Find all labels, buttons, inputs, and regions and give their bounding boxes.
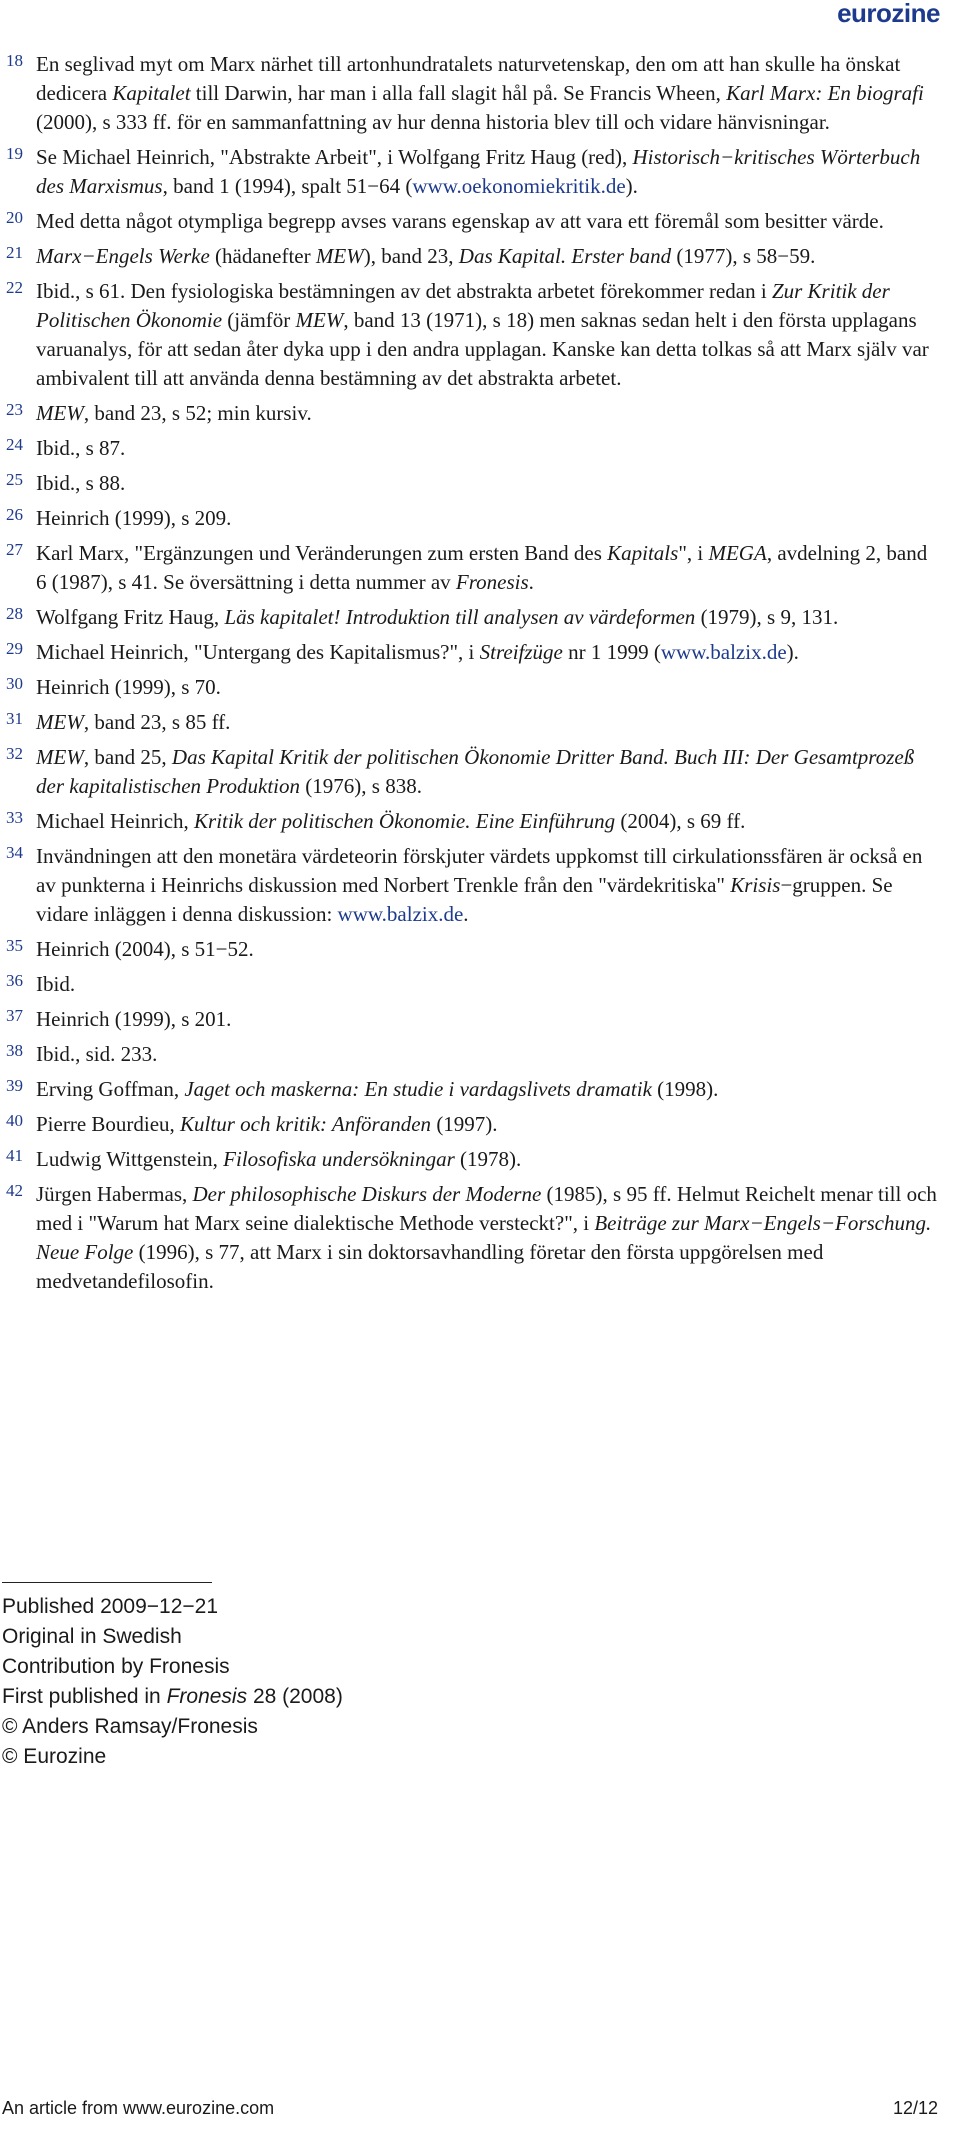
note-text: Med detta något otympliga begrepp avses varans egenskap av att vara ett föremål som besitter värde. [36, 209, 884, 233]
note-text: Heinrich (1999), s 201. [36, 1007, 232, 1031]
italic-title: Fronesis [455, 570, 529, 594]
note-text: Pierre Bourdieu, [36, 1112, 181, 1136]
endnote-number[interactable]: 23 [6, 400, 23, 419]
note-text: , band 13 (1971), s 18) men saknas sedan helt i den första upplagans varuanalys, för att sedan åter dyka upp i den andra upplagan. Kanske kan detta tolkas så att Marx själv var ambivalent till att använda denna bestämning av det abstrakta arbetet. [36, 308, 929, 390]
endnote-40 [0, 1110, 940, 1139]
note-text: ", i [678, 541, 709, 565]
endnote-number[interactable]: 25 [6, 470, 23, 489]
endnote-number[interactable]: 28 [6, 604, 23, 623]
note-text: Karl Marx, "Ergänzungen und Veränderungen zum ersten Band des [36, 541, 608, 565]
endnote-29 [0, 638, 940, 667]
note-text: till Darwin, har man i alla fall slagit hål på. Se Francis Wheen, [190, 81, 727, 105]
endnote-number[interactable]: 42 [6, 1181, 23, 1200]
note-text: , avdelning 2, band 6 (1987), s 41. Se översättning i detta nummer av [36, 541, 928, 594]
publication-info [2, 1592, 343, 1772]
endnote-number[interactable]: 19 [6, 144, 23, 163]
note-text: (1977), s 58−59. [671, 244, 816, 268]
endnote-36 [0, 970, 940, 999]
page-number: 12/12 [892, 2098, 938, 2118]
note-text: Se Michael Heinrich, "Abstrakte Arbeit", i Wolfgang Fritz Haug (red), [36, 145, 633, 169]
italic-title: Zur Kritik der Politischen Ökonomie [36, 279, 890, 332]
endnote-number[interactable]: 33 [6, 808, 23, 827]
endnote-37 [0, 1005, 940, 1034]
note-text: Heinrich (2004), s 51−52. [36, 937, 254, 961]
note-text: (1996), s 77, att Marx i sin doktorsavhandling företar den första uppgörelsen med medvetandefilosofin. [36, 1240, 824, 1293]
endnote-23 [0, 399, 940, 428]
italic-title: Kapitals [607, 541, 679, 565]
italic-title: Beiträge zur Marx−Engels−Forschung. Neue Folge [36, 1211, 932, 1264]
italic-title: Läs kapitalet! Introduktion till analysen av värdeformen [224, 605, 696, 629]
endnote-number[interactable]: 34 [6, 843, 23, 862]
note-text: (1985), s 95 ff. Helmut Reichelt menar till och med i "Warum hat Marx seine dialektische Methode versteckt?", i [36, 1182, 937, 1235]
endnote-number[interactable]: 31 [6, 709, 23, 728]
italic-title: MEGA [708, 541, 767, 565]
note-text: (hädanefter [209, 244, 316, 268]
italic-title: Der philosophische Diskurs der Moderne [192, 1182, 542, 1206]
journal-name: Fronesis [166, 1685, 248, 1708]
web-link[interactable]: www.balzix.de [660, 640, 787, 664]
copyright-eurozine: © Eurozine [2, 1745, 107, 1768]
endnote-number[interactable]: 22 [6, 278, 23, 297]
note-text: (jämför [222, 308, 296, 332]
note-text: (1978). [454, 1147, 522, 1171]
note-text: , band 1 (1994), spalt 51−64 ( [162, 174, 413, 198]
note-text: −gruppen. Se vidare inläggen i denna diskussion: [36, 873, 893, 926]
endnote-number[interactable]: 35 [6, 936, 23, 955]
endnote-number[interactable]: 29 [6, 639, 23, 658]
endnote-22 [0, 277, 940, 393]
note-text: (2000), s 333 ff. för en sammanfattning av hur denna historia blev till och vidare hänvisningar. [36, 110, 830, 134]
original-language: Original in Swedish [2, 1625, 182, 1648]
endnote-26 [0, 504, 940, 533]
note-text: (1997). [431, 1112, 498, 1136]
endnote-41 [0, 1145, 940, 1174]
note-text: ). [625, 174, 638, 198]
endnote-number[interactable]: 24 [6, 435, 23, 454]
italic-title: Jaget och maskerna: En studie i vardagslivets dramatik [184, 1077, 652, 1101]
italic-title: Das Kapital Kritik der politischen Ökonomie Dritter Band. Buch III: Der Gesamtprozeß der kapitalistischen Produktion [36, 745, 915, 798]
endnote-31 [0, 708, 940, 737]
endnote-number[interactable]: 37 [6, 1006, 23, 1025]
note-text: . [463, 902, 469, 926]
note-text: . [528, 570, 534, 594]
footer-source: An article from www.eurozine.com [2, 2098, 275, 2118]
note-text: Ludwig Wittgenstein, [36, 1147, 224, 1171]
endnote-number[interactable]: 27 [6, 540, 23, 559]
endnote-number[interactable]: 40 [6, 1111, 23, 1130]
endnote-number[interactable]: 30 [6, 674, 23, 693]
endnote-42 [0, 1180, 940, 1296]
endnote-38 [0, 1040, 940, 1069]
eurozine-logo: eurozine [837, 0, 940, 28]
endnote-33 [0, 807, 940, 836]
endnote-28 [0, 603, 940, 632]
note-text: (1998). [651, 1077, 719, 1101]
endnote-21 [0, 242, 940, 271]
italic-title: Das Kapital. Erster band [458, 244, 672, 268]
italic-title: Krisis [730, 873, 781, 897]
first-published: First published in Fronesis 28 (2008) [2, 1685, 343, 1708]
endnote-number[interactable]: 20 [6, 208, 23, 227]
italic-title: Filosofiska undersökningar [223, 1147, 455, 1171]
note-text: Ibid., s 88. [36, 471, 126, 495]
note-text: Heinrich (1999), s 70. [36, 675, 221, 699]
note-text: Ibid., s 87. [36, 436, 126, 460]
endnote-27 [0, 539, 940, 597]
page-footer [2, 2098, 938, 2119]
italic-title: Marx−Engels Werke [36, 244, 210, 268]
note-text: (2004), s 69 ff. [615, 809, 746, 833]
note-text: ). [786, 640, 799, 664]
italic-title: MEW [36, 745, 84, 769]
separator-rule [2, 1582, 212, 1583]
note-text: Ibid., s 61. Den fysiologiska bestämningen av det abstrakta arbetet förekommer redan i [36, 279, 772, 303]
endnote-18 [0, 50, 940, 137]
endnote-25 [0, 469, 940, 498]
italic-title: Historisch−kritisches Wörterbuch des Marxismus [36, 145, 921, 198]
note-text: ), band 23, [363, 244, 459, 268]
note-text: , band 23, s 52; min kursiv. [83, 401, 312, 425]
endnote-number[interactable]: 32 [6, 744, 23, 763]
note-text: , band 23, s 85 ff. [83, 710, 231, 734]
italic-title: MEW [36, 710, 84, 734]
italic-title: MEW [36, 401, 84, 425]
italic-title: MEW [295, 308, 344, 332]
note-text: Heinrich (1999), s 209. [36, 506, 232, 530]
note-text: (1976), s 838. [300, 774, 422, 798]
note-text: nr 1 1999 ( [562, 640, 661, 664]
note-text: Ibid., sid. 233. [36, 1042, 158, 1066]
note-text: Wolfgang Fritz Haug, [36, 605, 225, 629]
note-text: Ibid. [36, 972, 76, 996]
endnote-number[interactable]: 26 [6, 505, 23, 524]
contribution-credit: Contribution by Fronesis [2, 1655, 230, 1678]
italic-title: Streifzüge [479, 640, 563, 664]
note-text: Erving Goffman, [36, 1077, 185, 1101]
web-link[interactable]: www.oekonomiekritik.de [412, 174, 626, 198]
endnote-number[interactable]: 38 [6, 1041, 23, 1060]
note-text: En seglivad myt om Marx närhet till artonhundratalets naturvetenskap, den om att han skulle ha önskat dedicera [36, 52, 901, 105]
endnote-30 [0, 673, 940, 702]
italic-title: MEW [315, 244, 364, 268]
endnote-34 [0, 842, 940, 929]
italic-title: Kritik der politischen Ökonomie. Eine Einführung [194, 809, 616, 833]
endnotes-list [0, 50, 940, 1302]
note-text: Invändningen att den monetära värdeteorin förskjuter värdets uppkomst till cirkulationssfären är också en av punkterna i Heinrichs diskussion med Norbert Trenkle från den "värdekritiska" [36, 844, 923, 897]
endnote-number[interactable]: 39 [6, 1076, 23, 1095]
note-text: Jürgen Habermas, [36, 1182, 193, 1206]
endnote-24 [0, 434, 940, 463]
endnote-number[interactable]: 41 [6, 1146, 23, 1165]
endnote-20 [0, 207, 940, 236]
note-text: , band 25, [83, 745, 172, 769]
note-text: Michael Heinrich, "Untergang des Kapitalismus?", i [36, 640, 480, 664]
endnote-19 [0, 143, 940, 201]
note-text: (1979), s 9, 131. [695, 605, 839, 629]
italic-title: Karl Marx: En biografi [726, 81, 924, 105]
endnote-35 [0, 935, 940, 964]
web-link[interactable]: www.balzix.de [337, 902, 464, 926]
copyright-author: © Anders Ramsay/Fronesis [2, 1715, 258, 1738]
endnote-32 [0, 743, 940, 801]
note-text: Michael Heinrich, [36, 809, 195, 833]
endnote-number[interactable]: 36 [6, 971, 23, 990]
endnote-39 [0, 1075, 940, 1104]
endnote-number[interactable]: 18 [6, 51, 23, 70]
endnote-number[interactable]: 21 [6, 243, 23, 262]
italic-title: Kapitalet [112, 81, 191, 105]
italic-title: Kultur och kritik: Anföranden [180, 1112, 432, 1136]
published-date: Published 2009−12−21 [2, 1595, 219, 1618]
